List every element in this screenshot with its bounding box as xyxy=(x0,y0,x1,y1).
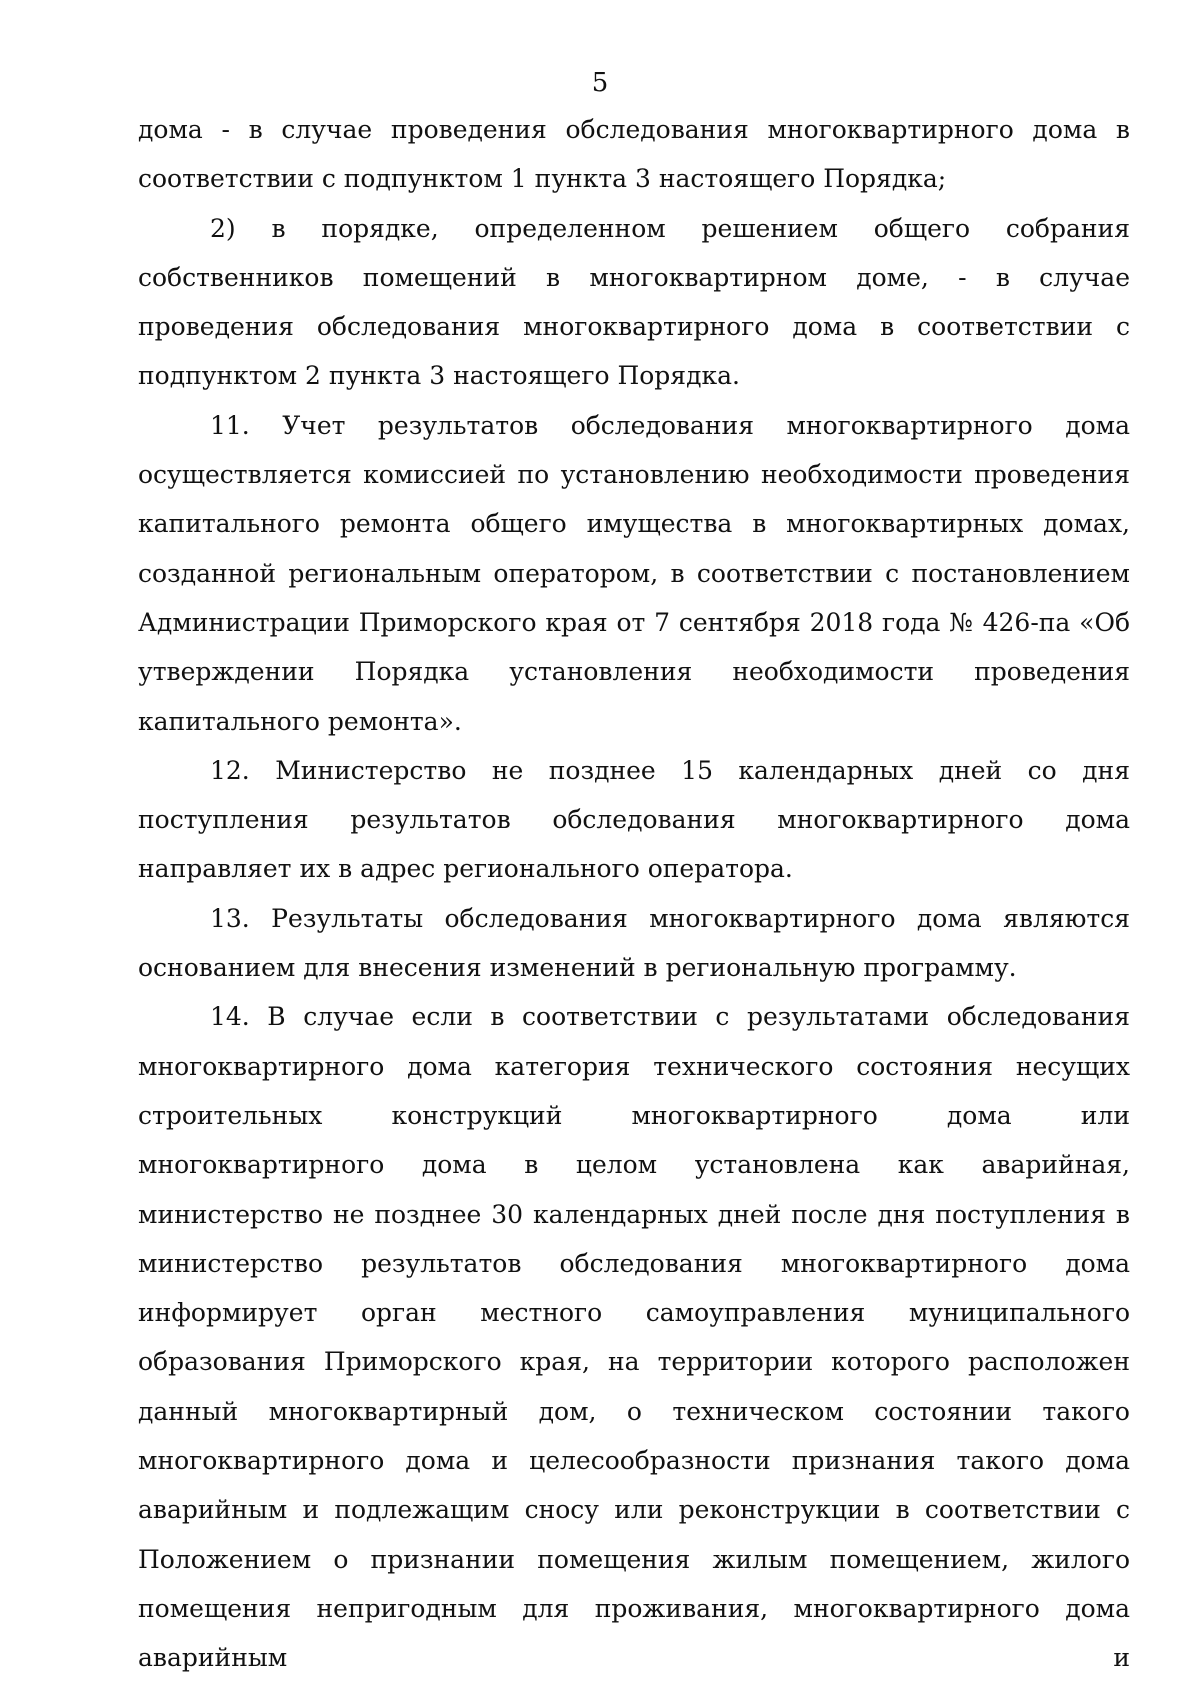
paragraph-11: 11. Учет результатов обследования многоквартирного дома осуществляется комиссией по установлению необходимости проведения капитального ремонта общего имущества в многоквартирных домах, созданной региональным оператором, в соответствии с постановлением Администрации Приморского края от 7 сентября 2018 года № 426-па «Об утверждении Порядка установления необходимости проведения капитального ремонта». xyxy=(138,410,1130,736)
paragraph-14: 14. В случае если в соответствии с результатами обследования многоквартирного дома категория технического состояния несущих строительных конструкций многоквартирного дома или многоквартирного дома в целом установлена как аварийная, министерство не позднее 30 календарных дней после дня поступления в министерство результатов обследования многоквартирного дома информирует орган местного самоуправления муниципального образования Приморского края, на территории которого расположен данный многоквартирный дом, о техническом состоянии такого многоквартирного дома и целесообразности признания такого дома аварийным и подлежащим сносу или реконструкции в соответствии с Положением о признании помещения жилым помещением, жилого помещения непригодным для проживания, многоквартирного дома аварийным и xyxy=(138,1002,1130,1673)
page-number: 5 xyxy=(591,68,609,98)
paragraph-13: 13. Результаты обследования многоквартирного дома являются основанием для внесения изменений в региональную программу. xyxy=(138,903,1130,983)
document-body xyxy=(138,105,1130,1683)
paragraph-subitem-2: 2) в порядке, определенном решением общего собрания собственников помещений в многоквартирном доме, - в случае проведения обследования многоквартирного дома в соответствии с подпунктом 2 пункта 3 настоящего Порядка. xyxy=(138,213,1130,391)
paragraph-continuation: дома - в случае проведения обследования многоквартирного дома в соответствии с подпунктом 1 пункта 3 настоящего Порядка; xyxy=(138,115,1130,194)
paragraph-12: 12. Министерство не позднее 15 календарных дней со дня поступления результатов обследования многоквартирного дома направляет их в адрес регионального оператора. xyxy=(138,755,1130,884)
